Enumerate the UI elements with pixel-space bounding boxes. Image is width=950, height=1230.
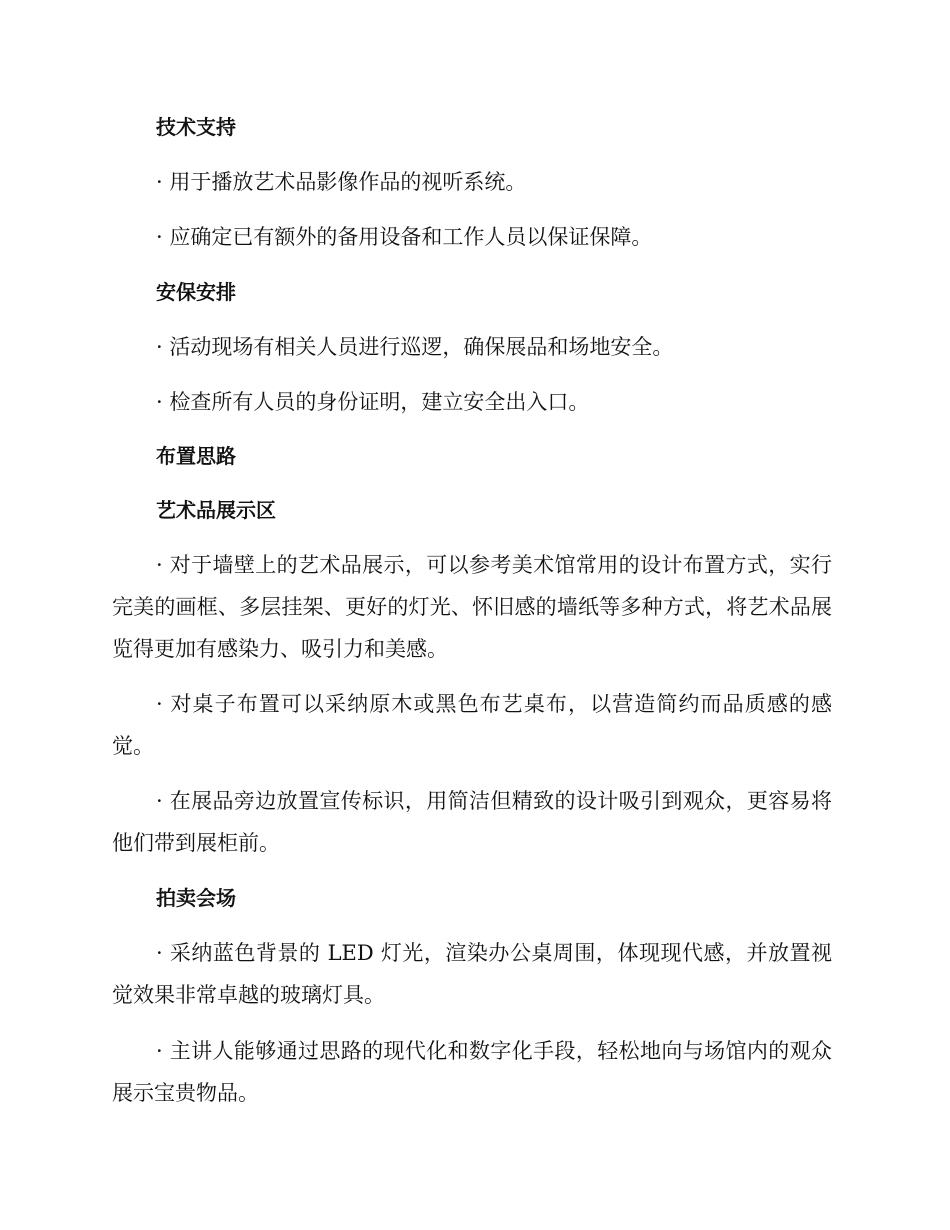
section-heading-security: 安保安排 (156, 280, 236, 304)
bullet-paragraph: · 采纳蓝色背景的 LED 灯光，渲染办公桌周围，体现现代感，并放置视觉效果非常卓越的玻璃灯具。 (112, 941, 832, 1007)
bullet-paragraph: · 主讲人能够通过思路的现代化和数字化手段，轻松地向与场馆内的观众展示宝贵物品。 (112, 1039, 832, 1105)
bullet-paragraph: · 用于播放艺术品影像作品的视听系统。 (156, 170, 527, 194)
bullet-paragraph: · 活动现场有相关人员进行巡逻，确保展品和场地安全。 (156, 335, 674, 359)
section-heading-layout-ideas: 布置思路 (156, 444, 236, 468)
bullet-paragraph: · 检查所有人员的身份证明，建立安全出入口。 (156, 390, 590, 414)
section-heading-tech-support: 技术支持 (156, 115, 236, 139)
bullet-paragraph: · 对于墙壁上的艺术品展示，可以参考美术馆常用的设计布置方式，实行完美的画框、多层挂架、更好的灯光、怀旧感的墙纸等多种方式，将艺术品展览得更加有感染力、吸引力和美感。 (112, 553, 832, 661)
section-heading-art-display: 艺术品展示区 (156, 498, 276, 522)
bullet-paragraph: · 应确定已有额外的备用设备和工作人员以保证保障。 (156, 225, 653, 249)
section-heading-auction-venue: 拍卖会场 (156, 886, 236, 910)
bullet-paragraph: · 对桌子布置可以采纳原木或黑色布艺桌布，以营造简约而品质感的感觉。 (112, 692, 832, 758)
bullet-paragraph: · 在展品旁边放置宣传标识，用简洁但精致的设计吸引到观众，更容易将他们带到展柜前。 (112, 789, 832, 855)
